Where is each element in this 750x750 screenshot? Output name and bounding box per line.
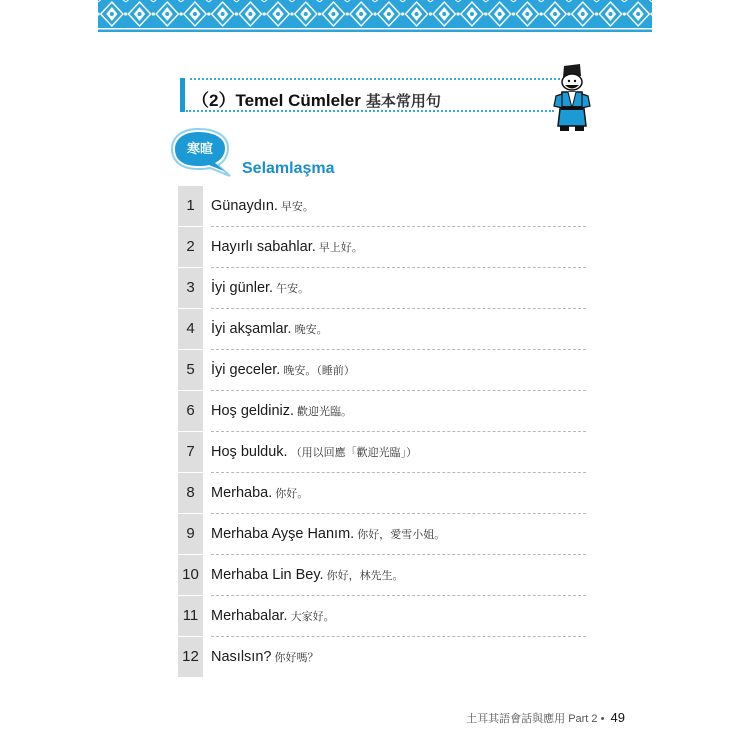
book-title: 土耳其語會話與應用 (466, 713, 566, 725)
phrase-text (211, 555, 586, 596)
list-item (178, 514, 586, 555)
topic-title: Selamlaşma (242, 160, 335, 177)
decorative-pattern-band (98, 0, 652, 32)
list-item (178, 391, 586, 432)
page-number: 49 (610, 710, 625, 725)
phrase-text (211, 432, 586, 473)
phrase-text (211, 309, 586, 350)
phrase-text (211, 596, 586, 637)
phrase-number: 2 (178, 227, 203, 267)
phrase-turkish: Hayırlı sabahlar. (211, 239, 316, 255)
phrase-number: 9 (178, 514, 203, 554)
header-dotted-line-top (190, 78, 560, 80)
phrase-text (211, 268, 586, 309)
list-item (178, 227, 586, 268)
section-number: （2） (192, 91, 236, 110)
phrase-text (211, 473, 586, 514)
phrase-text (211, 350, 586, 391)
phrase-chinese: 你好，林先生。 (326, 570, 404, 582)
phrase-chinese: （用以回應「歡迎光臨」） (290, 447, 418, 459)
phrase-chinese: 午安。 (276, 283, 310, 295)
phrase-text (211, 637, 586, 677)
list-item (178, 473, 586, 514)
phrase-turkish: İyi akşamlar. (211, 321, 292, 337)
phrase-text (211, 391, 586, 432)
phrase-turkish: Günaydın. (211, 198, 278, 214)
phrase-turkish: Hoş geldiniz. (211, 403, 295, 419)
phrase-turkish: İyi geceler. (211, 362, 281, 378)
phrase-text (211, 514, 586, 555)
phrase-chinese: 早上好。 (318, 242, 363, 254)
phrase-chinese: 晚安。 (294, 324, 328, 336)
section-header (180, 74, 562, 116)
phrase-number: 11 (178, 596, 203, 636)
phrase-chinese: 大家好。 (290, 611, 335, 623)
phrase-chinese: 晚安。（睡前） (283, 365, 355, 377)
section-title-tr: Temel Cümleler (235, 91, 361, 110)
phrase-turkish: İyi günler. (211, 280, 274, 296)
part-label: Part 2 (568, 713, 598, 725)
footer-bullet: • (600, 713, 605, 725)
phrase-text (211, 227, 586, 268)
section-title (192, 86, 441, 111)
phrase-number: 6 (178, 391, 203, 431)
phrase-number: 4 (178, 309, 203, 349)
phrase-text (211, 186, 586, 227)
phrase-turkish: Hoş bulduk. (211, 444, 288, 460)
list-item (178, 309, 586, 350)
phrase-turkish: Merhaba Lin Bey. (211, 567, 324, 583)
phrase-number: 7 (178, 432, 203, 472)
phrase-turkish: Merhaba Ayşe Hanım. (211, 526, 355, 542)
phrase-chinese: 你好嗎？ (274, 652, 319, 664)
list-item (178, 268, 586, 309)
phrase-number: 10 (178, 555, 203, 595)
phrase-number: 5 (178, 350, 203, 390)
phrase-number: 3 (178, 268, 203, 308)
list-item (178, 637, 586, 678)
phrase-list (178, 186, 586, 678)
page-footer (466, 710, 625, 726)
list-item (178, 432, 586, 473)
topic-badge: 寒暄 (186, 141, 213, 156)
phrase-chinese: 你好。 (275, 488, 309, 500)
phrase-chinese: 歡迎光臨。 (297, 406, 353, 418)
phrase-chinese: 早安。 (280, 201, 314, 213)
header-dotted-line-bottom (186, 110, 554, 112)
section-title-zh: 基本常用句 (365, 93, 441, 110)
phrase-turkish: Merhabalar. (211, 608, 288, 624)
list-item (178, 596, 586, 637)
mascot-illustration (550, 62, 594, 134)
phrase-chinese: 你好，愛雪小姐。 (357, 529, 446, 541)
phrase-turkish: Nasılsın? (211, 649, 272, 665)
phrase-number: 1 (178, 186, 203, 226)
list-item (178, 186, 586, 227)
phrase-number: 8 (178, 473, 203, 513)
list-item (178, 350, 586, 391)
phrase-turkish: Merhaba. (211, 485, 273, 501)
header-accent-bar (180, 78, 185, 112)
phrase-number: 12 (178, 637, 203, 677)
list-item (178, 555, 586, 596)
